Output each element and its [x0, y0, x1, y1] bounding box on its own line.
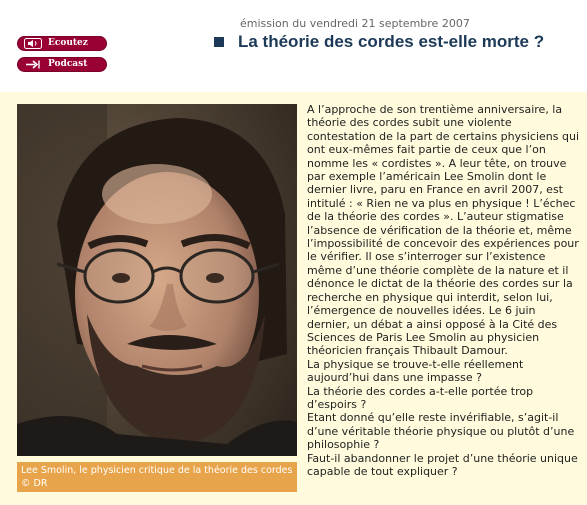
caption-text: Lee Smolin, le physicien critique de la théorie des cordes — [21, 465, 293, 476]
page-title: La théorie des cordes est-elle morte ? — [238, 32, 545, 51]
article-question: La théorie des cordes a-t-elle portée trop d’espoirs ? — [307, 384, 534, 411]
article-question: Etant donné qu’elle reste invérifiable, s’agit-il d’une véritable théorie physique ou plutôt d’une philosophie ? — [307, 411, 575, 452]
listen-button[interactable] — [17, 36, 107, 51]
podcast-button-label: Podcast — [48, 59, 88, 69]
speaker-icon — [24, 38, 42, 49]
header-area — [0, 0, 587, 92]
broadcast-date: émission du vendredi 21 septembre 2007 — [240, 17, 470, 30]
article-question: Faut-il abandonner le projet d’une théorie unique capable de tout expliquer ? — [307, 451, 578, 478]
article-body — [307, 103, 579, 478]
portrait-illustration — [17, 104, 297, 456]
download-arrow-icon — [24, 59, 42, 70]
podcast-button[interactable] — [17, 57, 107, 72]
photo-credit: © DR — [21, 478, 48, 489]
listen-button-label: Ecoutez — [48, 38, 88, 48]
content-panel — [0, 92, 587, 505]
photo-caption — [17, 462, 297, 492]
portrait-photo — [17, 104, 297, 456]
square-bullet-icon — [214, 37, 224, 47]
article-question: La physique se trouve-t-elle réellement aujourd’hui dans une impasse ? — [307, 357, 524, 385]
article-paragraph: A l’approche de son trentième anniversaire, la théorie des cordes subit une violente contestation de la part de certains physiciens qui ont eux-mêmes fait partie de ceux que l’on nomme les « cordistes ». A leur tête, on trouve par exemple l’américain Lee Smolin dont le dernier livre, paru en France en avril 2007, est intitulé : « Rien ne va plus en physique ! L’échec de la théorie des cordes ». L’auteur stigmatise l’absence de vérification de la théorie et, même l’impossibilité de concevoir des expériences pour le vérifier. Il ose s’interroger sur l’existence même d’une théorie complète de la nature et il dénonce le dictat de la théorie des cordes sur la recherche en physique qui interdit, selon lui, l’émergence de nouvelles idées. Le 6 juin dernier, un débat a ainsi opposé à la Cité des Sciences de Paris Lee Smolin au physicien théoricien français Thibault Damour. — [307, 103, 580, 358]
